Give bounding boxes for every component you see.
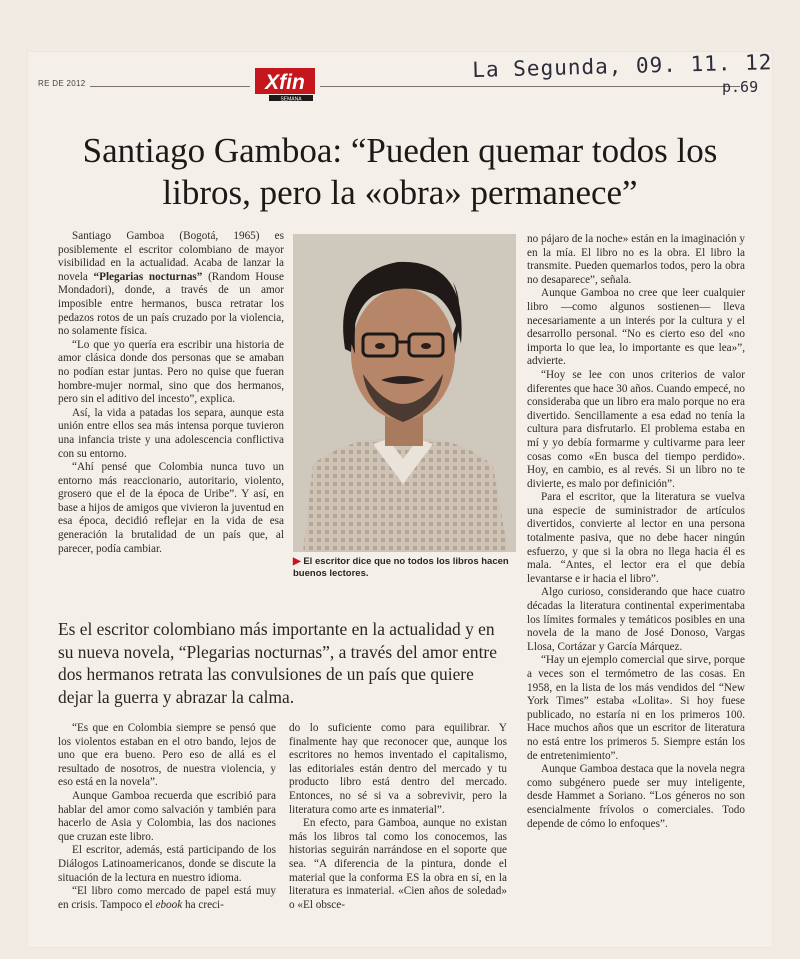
handwritten-note: La Segunda, 09. 11. 12 <box>472 50 773 82</box>
dateline: RE DE 2012 <box>38 79 86 88</box>
headline-line-2: libros, pero la «obra» permanece” <box>162 173 638 212</box>
bottom-middle-paragraph-1: do lo suficiente como para equilibrar. Y finalmente hay que reconocer que, aunque los escritores no hemos inventado el capitalismo, las editoriales están dentro del mercado y tu producto libro está dentro del mercado. Entonces, no sé si va a sobrevivir, pero la literatura como arte es inmaterial”. <box>289 722 507 816</box>
header-rule-left <box>90 86 250 87</box>
logo-text: Xfin <box>265 71 305 94</box>
intro-paragraph-2: “Lo que yo quería era escribir una historia de amor clásica donde dos personas que se amaban no podían estar juntas. Pero no quise que fueran hombre-mujer normal, sino que dos hermanos, pero sin el aditivo del incesto”, explica. <box>58 338 284 406</box>
intro-paragraph-4: “Ahí pensé que Colombia nunca tuvo un entorno más reaccionario, autoritario, violento, grosero que el de la época de Uribe”. Y así, en base a hijos de amigos que vivieron la juventud en esa época, decidió reflejar en la vida de esa generación la brutalidad de un país que, al parecer, podía cambiar. <box>58 461 284 555</box>
intro-paragraph-3: Así, la vida a patadas los separa, aunque esta unión entre ellos sea más intensa porque tuvieron una infancia triste y una adolescencia conflictiva con su entorno. <box>58 406 284 460</box>
headline <box>50 130 750 214</box>
right-paragraph-1: no pájaro de la noche» están en la imaginación y en la mía. El libro no es la obra. El libro la transmite. Pueden quemarlos todos, pero la obra no desaparece”, señala. <box>527 233 745 286</box>
pull-quote: Es el escritor colombiano más importante en la actualidad y en su nueva novela, “Plegarias nocturnas”, a través del amor entre dos hermanos retrata las convulsiones de un país que quiere dejar la guerra y abrazar la calma. <box>58 619 497 707</box>
author-photo <box>293 234 516 552</box>
header-rule-right <box>320 86 740 87</box>
bottom-left-paragraph-3: El escritor, además, está participando de los Diálogos Latinoamericanos, donde se discute la situación de la lectura en nuestro idioma. <box>58 844 276 884</box>
right-paragraph-7: Aunque Gamboa destaca que la novela negra como subgénero puede ser muy inteligente, desde Hammet a Soriano. “Los géneros no son esencialmente frívolos o comerciales. Todo depende de cómo lo enfoques”. <box>527 763 745 830</box>
bottom-left-column <box>58 722 276 912</box>
page-reference: p.69 <box>722 78 759 96</box>
bottom-middle-column <box>289 722 507 912</box>
bottom-left-paragraph-4: “El libro como mercado de papel está muy en crisis. Tampoco el ebook ha creci- <box>58 885 276 911</box>
right-paragraph-4: Para el escritor, que la literatura se vuelva una especie de suministrador de artículos divertidos, convierte al lector en una persona totalmente pasiva, que no debe hacer ningún esfuerzo, y que si la obra no llega hacia él es mala. “Antes, el lector era el que debía levantarse e ir hacia el libro”. <box>527 491 745 585</box>
bottom-left-paragraph-1: “Es que en Colombia siempre se pensó que los violentos estaban en el otro bando, lejos de uno que era bueno. Pero eso de allá es el resultado de nosotros, de nuestra violencia, y eso está en la novela”. <box>58 722 276 789</box>
xfin-logo <box>255 68 315 102</box>
intro-paragraph-1: Santiago Gamboa (Bogotá, 1965) es posiblemente el escritor colombiano de mayor visibilidad en la actualidad. Acaba de lanzar la novela “Plegarias nocturnas” (Random House Mondadori), donde, a través de un amor imposible entre hermanos, busca retratar los pedazos rotos de un país cruzado por la violencia, no solamente física. <box>58 230 284 338</box>
logo-subtext: SEMANA <box>280 96 302 102</box>
caption-marker-icon: ▶ <box>293 556 301 567</box>
photo-caption: ▶ El escritor dice que no todos los libros hacen buenos lectores. <box>293 556 509 579</box>
right-paragraph-2: Aunque Gamboa no cree que leer cualquier libro —como algunos sostienen— lleva necesariamente a un interés por la cultura y el desarrollo personal. “No es cierto eso del «no importa lo que lea, lo importante es que lea»”, advierte. <box>527 287 745 368</box>
bottom-left-paragraph-2: Aunque Gamboa recuerda que escribió para hablar del amor como salvación y también para hacerlo de Asia y Colombia, las dos naciones que cruzan este libro. <box>58 789 276 843</box>
right-paragraph-6: “Hay un ejemplo comercial que sirve, porque a veces son el termómetro de las cosas. En 1958, en la lista de los más vendidos del “New York Times” estaba «Lolita». Si hoy fuese publicado, no estaría ni en los primeros 100. Hace muchos años que un escritor de literatura no está entre los primeros 5. Siempre están los de entretenimiento”. <box>527 654 745 762</box>
right-paragraph-5: Algo curioso, considerando que hace cuatro décadas la literatura continental experimentaba los límites formales y temáticos posibles en una novela de la mano de José Donoso, Vargas Llosa, Cortázar y García Márquez. <box>527 586 745 653</box>
headline-line-1: Santiago Gamboa: “Pueden quemar todos los <box>82 131 718 170</box>
bottom-middle-paragraph-2: En efecto, para Gamboa, aunque no existan más los libros tal como los conocemos, las historias seguirán narrándose en el soporte que sea. “A diferencia de la pintura, donde el material que la conforma ES la obra en sí, en la literatura es inmaterial. «Cien años de soledad» o «El obsce- <box>289 817 507 911</box>
intro-column <box>58 230 284 556</box>
right-column <box>527 233 745 831</box>
right-paragraph-3: “Hoy se lee con unos criterios de valor diferentes que hace 30 años. Cuando empecé, no consideraba que un libro era malo porque no era divertido. Sencillamente a esa edad no tenía la cultura para disfrutarlo. El problema estaba en mí y yo debía formarme y cultivarme para leer cosas como «En busca del tiempo perdido». Hoy, en cambio, es al revés. Si un libro no te divierte, es malo por definición”. <box>527 368 745 490</box>
